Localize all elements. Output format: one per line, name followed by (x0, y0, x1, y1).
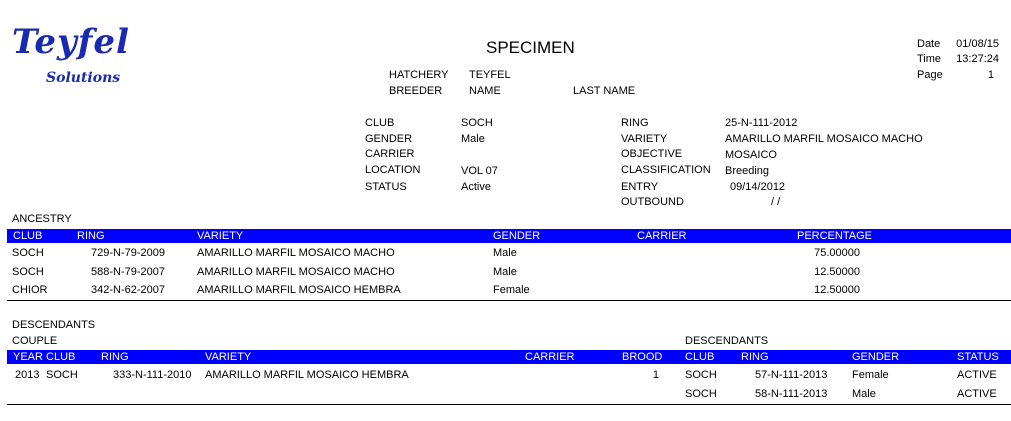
carrier-label: CARRIER (365, 148, 415, 160)
location-value: VOL 07 (461, 165, 498, 177)
ancestry-percentage: 75.00000 (814, 247, 860, 259)
ancestry-ring: 729-N-79-2009 (91, 247, 165, 259)
ancestry-header-bar (7, 229, 1011, 243)
descendant-status: ACTIVE (957, 388, 997, 400)
couple-ring: 333-N-111-2010 (113, 369, 192, 381)
objective-label: OBJECTIVE (621, 148, 683, 160)
desc-col-ring: RING (101, 351, 129, 363)
outbound-value: / / (771, 196, 781, 208)
ancestry-col-ring: RING (77, 230, 105, 242)
ancestry-percentage: 12.50000 (814, 284, 860, 296)
desc-col-carrier: CARRIER (525, 351, 575, 363)
descendants-header-bar (7, 350, 1011, 364)
descendant-club: SOCH (685, 369, 717, 381)
descendant-club: SOCH (685, 388, 717, 400)
desc-col-year-club: YEAR CLUB (13, 351, 76, 363)
ancestry-col-variety: VARIETY (197, 230, 244, 242)
ancestry-ring: 342-N-62-2007 (91, 284, 165, 296)
location-label: LOCATION (365, 164, 421, 176)
ancestry-club: SOCH (12, 266, 44, 278)
ancestry-variety: AMARILLO MARFIL MOSAICO MACHO (197, 247, 395, 259)
descendant-ring: 58-N-111-2013 (755, 388, 828, 400)
ancestry-percentage: 12.50000 (814, 266, 860, 278)
page-title: SPECIMEN (486, 38, 575, 57)
ancestry-section-label: ANCESTRY (12, 213, 72, 225)
ancestry-gender: Female (493, 284, 530, 296)
hatchery-value: TEYFEL (469, 69, 511, 81)
logo-top-text: Teyfel (12, 22, 130, 62)
descendants-section-label: DESCENDANTS (12, 319, 96, 331)
desc-col-brood: BROOD (622, 351, 663, 363)
date-value: 01/08/15 (956, 38, 999, 50)
classification-label: CLASSIFICATION (621, 164, 711, 176)
status-value: Active (461, 181, 491, 193)
descendant-ring: 57-N-111-2013 (755, 369, 828, 381)
time-label: Time (917, 53, 942, 65)
couple-label: COUPLE (12, 335, 58, 347)
variety-value: AMARILLO MARFIL MOSAICO MACHO (725, 133, 923, 145)
desc-col-gender: GENDER (852, 351, 900, 363)
logo-bottom-text: Solutions (46, 70, 121, 86)
ancestry-col-percentage: PERCENTAGE (797, 230, 872, 242)
page-label: Page (917, 69, 943, 81)
ancestry-club: CHIOR (12, 284, 48, 296)
outbound-label: OUTBOUND (621, 196, 684, 208)
ancestry-ring: 588-N-79-2007 (91, 266, 165, 278)
desc-col-status: STATUS (957, 351, 999, 363)
ancestry-club: SOCH (12, 247, 44, 259)
couple-club: SOCH (46, 369, 78, 381)
objective-value: MOSAICO (725, 149, 777, 161)
desc-col-variety: VARIETY (205, 351, 252, 363)
couple-brood: 1 (652, 369, 659, 381)
classification-value: Breeding (725, 165, 770, 177)
couple-variety: AMARILLO MARFIL MOSAICO HEMBRA (205, 369, 409, 381)
name-label: NAME (469, 85, 501, 97)
ancestry-col-carrier: CARRIER (637, 230, 687, 242)
ancestry-col-gender: GENDER (493, 230, 541, 242)
desc-col-club: CLUB (685, 351, 715, 363)
ancestry-divider (7, 300, 1011, 301)
page-value: 1 (987, 69, 994, 81)
time-value: 13:27:24 (956, 53, 999, 65)
club-label: CLUB (365, 117, 395, 129)
ring-label: RING (621, 117, 649, 129)
breeder-label: BREEDER (389, 85, 443, 97)
ring-value: 25-N-111-2012 (725, 117, 798, 129)
ancestry-col-club: CLUB (13, 230, 43, 242)
date-label: Date (917, 38, 941, 50)
ancestry-gender: Male (493, 247, 517, 259)
variety-label: VARIETY (621, 133, 668, 145)
entry-label: ENTRY (621, 181, 659, 193)
descendant-gender: Female (852, 369, 889, 381)
desc-col-ring2: RING (741, 351, 769, 363)
last-name-label: LAST NAME (573, 85, 636, 97)
ancestry-variety: AMARILLO MARFIL MOSAICO MACHO (197, 266, 395, 278)
descendants-sub-label: DESCENDANTS (685, 335, 769, 347)
descendant-gender: Male (852, 388, 876, 400)
entry-value: 09/14/2012 (730, 181, 786, 193)
ancestry-variety: AMARILLO MARFIL MOSAICO HEMBRA (197, 284, 401, 296)
club-value: SOCH (461, 117, 493, 129)
status-label: STATUS (365, 181, 407, 193)
ancestry-gender: Male (493, 266, 517, 278)
descendant-status: ACTIVE (957, 369, 997, 381)
gender-value: Male (461, 133, 485, 145)
descendants-divider (7, 404, 1011, 405)
gender-label: GENDER (365, 133, 413, 145)
couple-year: 2013 (15, 369, 40, 381)
hatchery-label: HATCHERY (389, 69, 449, 81)
